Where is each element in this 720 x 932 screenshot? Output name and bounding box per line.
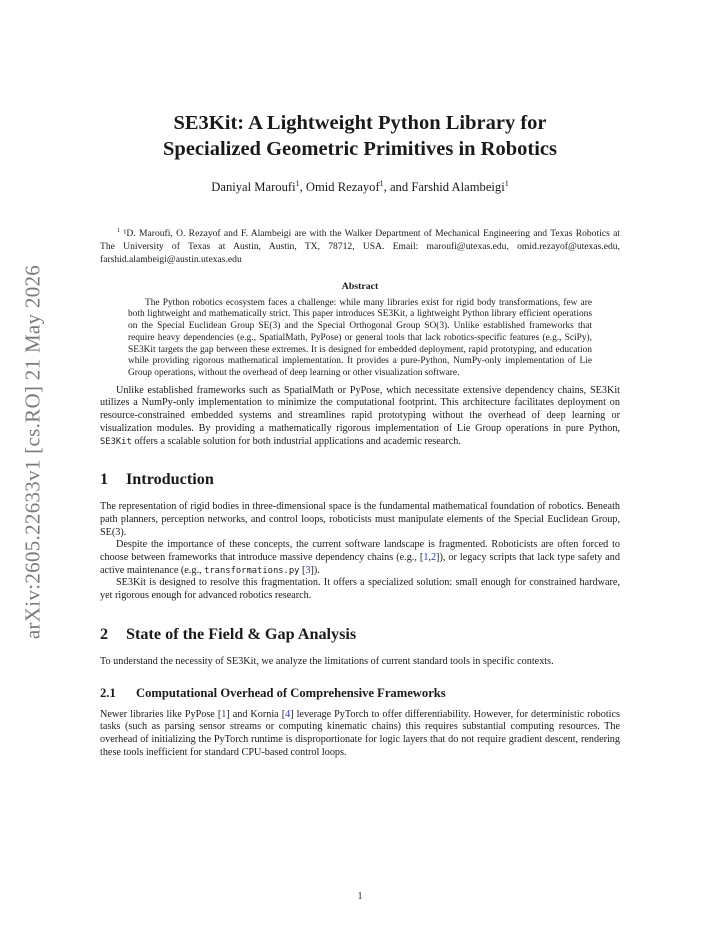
paragraph-text: [ [301,564,306,576]
paragraph-text: Newer libraries like PyPose [ [100,708,222,720]
author-name: Daniyal Maroufi [211,180,296,195]
section-title: Introduction [126,470,214,489]
citation-link[interactable]: 1 [423,552,429,564]
subsection-title: Computational Overhead of Comprehensive Frameworks [136,685,446,700]
author-mark: 1 [295,179,300,188]
page-number: 1 [357,891,363,902]
arxiv-sidebar [21,258,45,646]
intro-paragraph-3: SE3Kit is designed to resolve this fragmentation. It offers a specialized solution: small enough for constrained hardware, yet rigorous enough for advanced robotics research. [100,577,620,602]
paragraph-text: ] leverage PyTorch to offer differentiability. However, for deterministic robotics tasks (such as parsing sensor streams or computing kinematic chains) this requires substantial computing resources. The overhead of initializing the PyTorch runtime is disproportionate for logic layers that do not require gradient descent, rendering these tools inefficient for standard CPU-based control loops. [100,708,620,758]
subsection-number: 2.1 [100,685,116,700]
abstract-text: The Python robotics ecosystem faces a challenge: while many libraries exist for rigid body transformations, few are both lightweight and mathematically strict. This paper introduces SE3Kit, a lightweight Python library efficient operations on the Special Euclidean Group SE(3) and the Special Orthogonal Group SO(3). Unlike established frameworks that require heavy dependencies (e.g., SpatialMath, PyPose) or general tools that lack robotics-specific features (e.g., SciPy), SE3Kit targets the gap between these extremes. It is designed for embedded deployment, rapid prototyping, and education while providing rigorous mathematical implementation. It provides a pure-Python, NumPy-only implementation of Lie Group operations, without the overhead of deep learning or other visualization software. [128,297,592,378]
abstract-heading: Abstract [341,280,379,292]
author-separator: , [299,180,306,195]
paragraph-text: offers a scalable solution for both industrial applications and academic research. [134,435,461,447]
author-separator: , and [383,180,412,195]
paragraph-text: ]). [310,564,320,576]
section-title: State of the Field & Gap Analysis [126,624,357,643]
section-heading-introduction [100,470,620,489]
inline-code: SE3Kit [100,436,132,447]
affiliation-note [100,225,620,267]
paragraph-text: ] and Kornia [ [226,708,286,720]
author-mark: 1 [504,179,509,188]
subsection-heading-computational-overhead [100,686,620,701]
section-number: 2 [100,624,109,643]
paragraph-text: ]), or legacy scripts that lack type safety and active maintenance (e.g., [100,552,620,576]
citation-link[interactable]: 4 [285,708,291,720]
paper-page [100,110,620,759]
title-line-1: SE3Kit: A Lightweight Python Library for [173,112,547,134]
intro-paragraph-1: The representation of rigid bodies in three-dimensional space is the fundamental mathematical foundation of robotics. Beneath path planners, perception networks, and control loops, roboticists must manipulate elements of the Special Euclidean Group, SE(3). [100,501,620,538]
affiliation-text: ¹D. Maroufi, O. Rezayof and F. Alambeigi are with the Walker Department of Mechanical Engineering and Texas Robotics at The University of Texas at Austin, Austin, TX, 78712, USA. Email: maroufi@utexas.edu, omid.rezayof@utexas.edu, farshid.alambeigi@austin.utexas.edu [100,228,620,265]
paragraph-text: Despite the importance of these concepts, the current software landscape is fragmented. Roboticists are often forced to choose between frameworks that introduce massive dependency chains (e.g., [ [100,539,620,564]
post-abstract-paragraph [100,385,620,449]
paragraph-text: Unlike established frameworks such as SpatialMath or PyPose, which necessitate extensive dependency chains, SE3Kit utilizes a NumPy-only implementation to minimize the computational footprint. This architecture facilitates deployment on resource-constrained embedded systems and streamlines rapid prototyping without the overhead of deep learning or visualization modules. By providing a mathematically rigorous implementation of Lie Group operations in pure Python, [100,384,620,434]
section-number: 1 [100,470,109,489]
author-name: Farshid Alambeigi [411,180,505,195]
title-line-2: Specialized Geometric Primitives in Robotics [163,138,557,160]
section-heading-state-of-field [100,625,620,644]
paper-title [100,110,620,162]
citation-separator: , [428,552,431,564]
gap-analysis-paragraph: To understand the necessity of SE3Kit, we analyze the limitations of current standard tools in specific contexts. [100,655,554,667]
citation-link[interactable]: 3 [305,564,311,576]
overhead-paragraph [100,709,620,760]
arxiv-identifier: arXiv:2605.22633v1 [cs.RO] 21 May 2026 [20,264,45,640]
citation-link[interactable]: 1 [221,708,227,720]
author-list [100,179,620,195]
intro-paragraph-2 [100,539,620,577]
affiliation-mark: 1 [117,227,121,235]
author-name: Omid Rezayof [305,180,380,195]
inline-code: transformations.py [204,565,300,576]
citation-link[interactable]: 2 [430,552,437,564]
author-mark: 1 [379,179,384,188]
